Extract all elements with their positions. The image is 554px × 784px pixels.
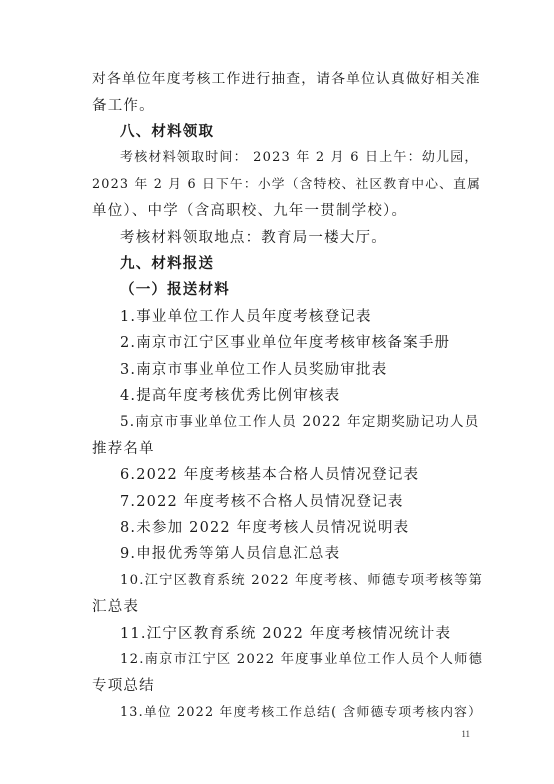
list-item-continuation: 推荐名单: [92, 441, 155, 457]
subsection-heading: （一）报送材料: [120, 282, 230, 298]
section-heading-9: 九、材料报送: [120, 256, 215, 272]
list-item: 5.南京市事业单位工作人员 2022 年定期奖励记功人员: [120, 414, 480, 430]
paragraph-line: 考核材料领取时间： 2023 年 2 月 6 日上午：幼儿园，: [120, 150, 479, 165]
list-item: 7.2022 年度考核不合格人员情况登记表: [120, 494, 404, 510]
section-heading-8: 八、材料领取: [120, 124, 215, 140]
list-item: 13.单位 2022 年度考核工作总结( 含师德专项考核内容）: [120, 705, 483, 720]
paragraph-line: 对各单位年度考核工作进行抽查，请各单位认真做好相关准: [92, 71, 481, 87]
list-item: 9.申报优秀等第人员信息汇总表: [120, 546, 341, 562]
list-item: 12.南京市江宁区 2022 年度事业单位工作人员个人师德: [120, 652, 484, 667]
list-item: 3.南京市事业单位工作人员奖励审批表: [120, 362, 388, 378]
list-item-continuation: 汇总表: [92, 599, 140, 615]
list-item: 6.2022 年度考核基本合格人员情况登记表: [120, 467, 420, 483]
paragraph-line: 单位）、中学（含高职校、九年一贯制学校）。: [92, 203, 408, 219]
list-item: 1.事业单位工作人员年度考核登记表: [120, 309, 372, 325]
page-number: 11: [461, 729, 470, 739]
paragraph-line: 2023 年 2 月 6 日下午：小学（含特校、社区教育中心、直属: [92, 177, 482, 192]
list-item: 11.江宁区教育系统 2022 年度考核情况统计表: [120, 626, 452, 642]
paragraph-line: 备工作。: [92, 98, 155, 114]
list-item-continuation: 专项总结: [92, 678, 155, 694]
paragraph-line: 考核材料领取地点：教育局一楼大厅。: [120, 230, 387, 246]
list-item: 10.江宁区教育系统 2022 年度考核、师德专项考核等第: [120, 573, 484, 588]
list-item: 2.南京市江宁区事业单位年度考核审核备案手册: [120, 335, 451, 351]
list-item: 8.未参加 2022 年度考核人员情况说明表: [120, 520, 410, 536]
list-item: 4.提高年度考核优秀比例审核表: [120, 388, 341, 404]
